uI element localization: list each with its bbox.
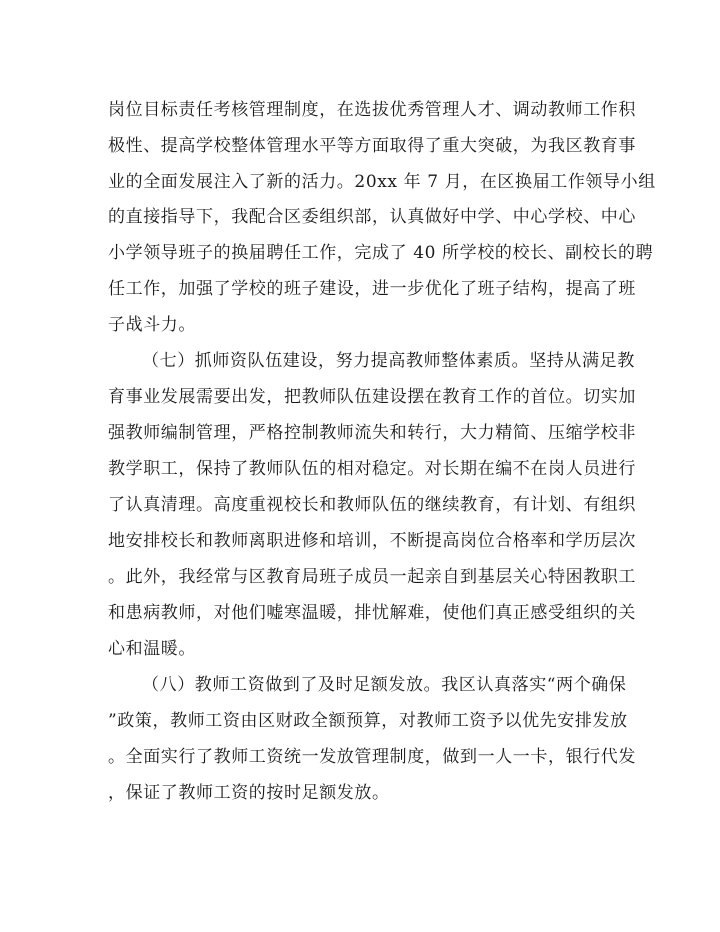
- text-line: 强教师编制管理，严格控制教师流失和转行，大力精简、压缩学校非: [108, 423, 636, 443]
- text-line: 和患病教师，对他们嘘寒温暖，排忧解难，使他们真正感受组织的关: [108, 603, 636, 623]
- text-line: ”政策，教师工资由区财政全额预算，对教师工资予以优先安排发放: [108, 711, 628, 731]
- text-line: 了认真清理。高度重视校长和教师队伍的继续教育，有计划、有组织: [108, 495, 636, 515]
- text-line: 心和温暖。: [108, 639, 196, 659]
- paragraph-heading-7: （七）抓师资队伍建设，努力提高教师整体素质。坚持从满足教: [142, 351, 635, 371]
- text-line: 。全面实行了教师工资统一发放管理制度，做到一人一卡，银行代发: [108, 747, 636, 767]
- text-line: 子战斗力。: [108, 315, 196, 335]
- text-line: 地安排校长和教师离职进修和培训，不断提高岗位合格率和学历层次: [108, 531, 636, 551]
- text-line: 任工作，加强了学校的班子建设，进一步优化了班子结构，提高了班: [108, 279, 636, 299]
- text-line: 育事业发展需要出发，把教师队伍建设摆在教育工作的首位。切实加: [108, 387, 636, 407]
- text-line: ，保证了教师工资的按时足额发放。: [108, 783, 390, 803]
- text-line: 业的全面发展注入了新的活力。20xx 年 7 月，在区换届工作领导小组: [108, 172, 656, 192]
- text-line: 。此外，我经常与区教育局班子成员一起亲自到基层关心特困教职工: [108, 567, 636, 587]
- text-line: 极性、提高学校整体管理水平等方面取得了重大突破，为我区教育事: [108, 136, 636, 156]
- text-line: 小学领导班子的换届聘任工作，完成了 40 所学校的校长、副校长的聘: [108, 243, 654, 263]
- text-line: 的直接指导下，我配合区委组织部，认真做好中学、中心学校、中心: [108, 207, 636, 227]
- text-line: 教学职工，保持了教师队伍的相对稳定。对长期在编不在岗人员进行: [108, 459, 636, 479]
- text-line: 岗位目标责任考核管理制度，在选拔优秀管理人才、调动教师工作积: [108, 100, 636, 120]
- paragraph-heading-8: （八）教师工资做到了及时足额发放。我区认真落实“两个确保: [142, 675, 627, 695]
